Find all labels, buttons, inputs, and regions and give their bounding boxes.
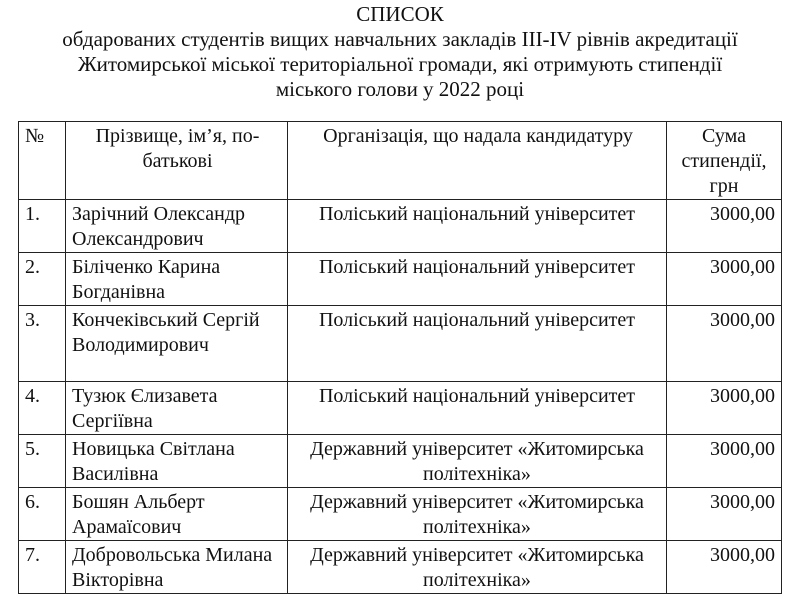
table-row: [19, 306, 782, 382]
row-number: 4.: [19, 382, 66, 435]
row-number: 1.: [19, 200, 66, 253]
organization: Поліський національний університет: [288, 200, 667, 253]
stipend-amount: 3000,00: [667, 253, 782, 306]
stipend-amount: 3000,00: [667, 541, 782, 594]
header-number: №: [19, 122, 66, 200]
document-subtitle-line-2: Житомирської міської територіальної громади, які отримують стипендії: [77, 52, 723, 76]
row-number: 3.: [19, 306, 66, 382]
stipend-amount: 3000,00: [667, 435, 782, 488]
stipend-amount: 3000,00: [667, 488, 782, 541]
table-header-row: [19, 122, 782, 200]
header-name: Прізвище, ім’я, по-батькові: [66, 122, 288, 200]
stipend-amount: 3000,00: [667, 382, 782, 435]
organization: Поліський національний університет: [288, 382, 667, 435]
row-number: 2.: [19, 253, 66, 306]
student-name: Кончеківський Сергій Володимирович: [66, 306, 288, 382]
table-row: [19, 382, 782, 435]
student-name: Бошян Альберт Арамаїсович: [66, 488, 288, 541]
table-row: [19, 541, 782, 594]
document-subtitle-line-1: обдарованих студентів вищих навчальних закладів ІІІ-ІV рівнів акредитації: [62, 27, 738, 51]
student-name: Тузюк Єлизавета Сергіївна: [66, 382, 288, 435]
stipend-table: [18, 121, 782, 594]
header-amount: Сума стипендії, грн: [667, 122, 782, 200]
student-name: Новицька Світлана Василівна: [66, 435, 288, 488]
row-number: 6.: [19, 488, 66, 541]
document-title: СПИСОК: [356, 2, 444, 26]
organization: Поліський національний університет: [288, 306, 667, 382]
student-name: Біліченко Карина Богданівна: [66, 253, 288, 306]
organization: Поліський національний університет: [288, 253, 667, 306]
row-number: 7.: [19, 541, 66, 594]
table-row: [19, 488, 782, 541]
document-header: [0, 2, 800, 102]
stipend-amount: 3000,00: [667, 200, 782, 253]
row-number: 5.: [19, 435, 66, 488]
header-organization: Організація, що надала кандидатуру: [288, 122, 667, 200]
table-row: [19, 435, 782, 488]
table-row: [19, 200, 782, 253]
stipend-amount: 3000,00: [667, 306, 782, 382]
organization: Державний університет «Житомирська політехніка»: [288, 488, 667, 541]
student-name: Добровольська Милана Вікторівна: [66, 541, 288, 594]
organization: Державний університет «Житомирська політехніка»: [288, 435, 667, 488]
table-row: [19, 253, 782, 306]
organization: Державний університет «Житомирська політехніка»: [288, 541, 667, 594]
document-subtitle-line-3: міського голови у 2022 році: [275, 77, 525, 101]
student-name: Зарічний Олександр Олександрович: [66, 200, 288, 253]
